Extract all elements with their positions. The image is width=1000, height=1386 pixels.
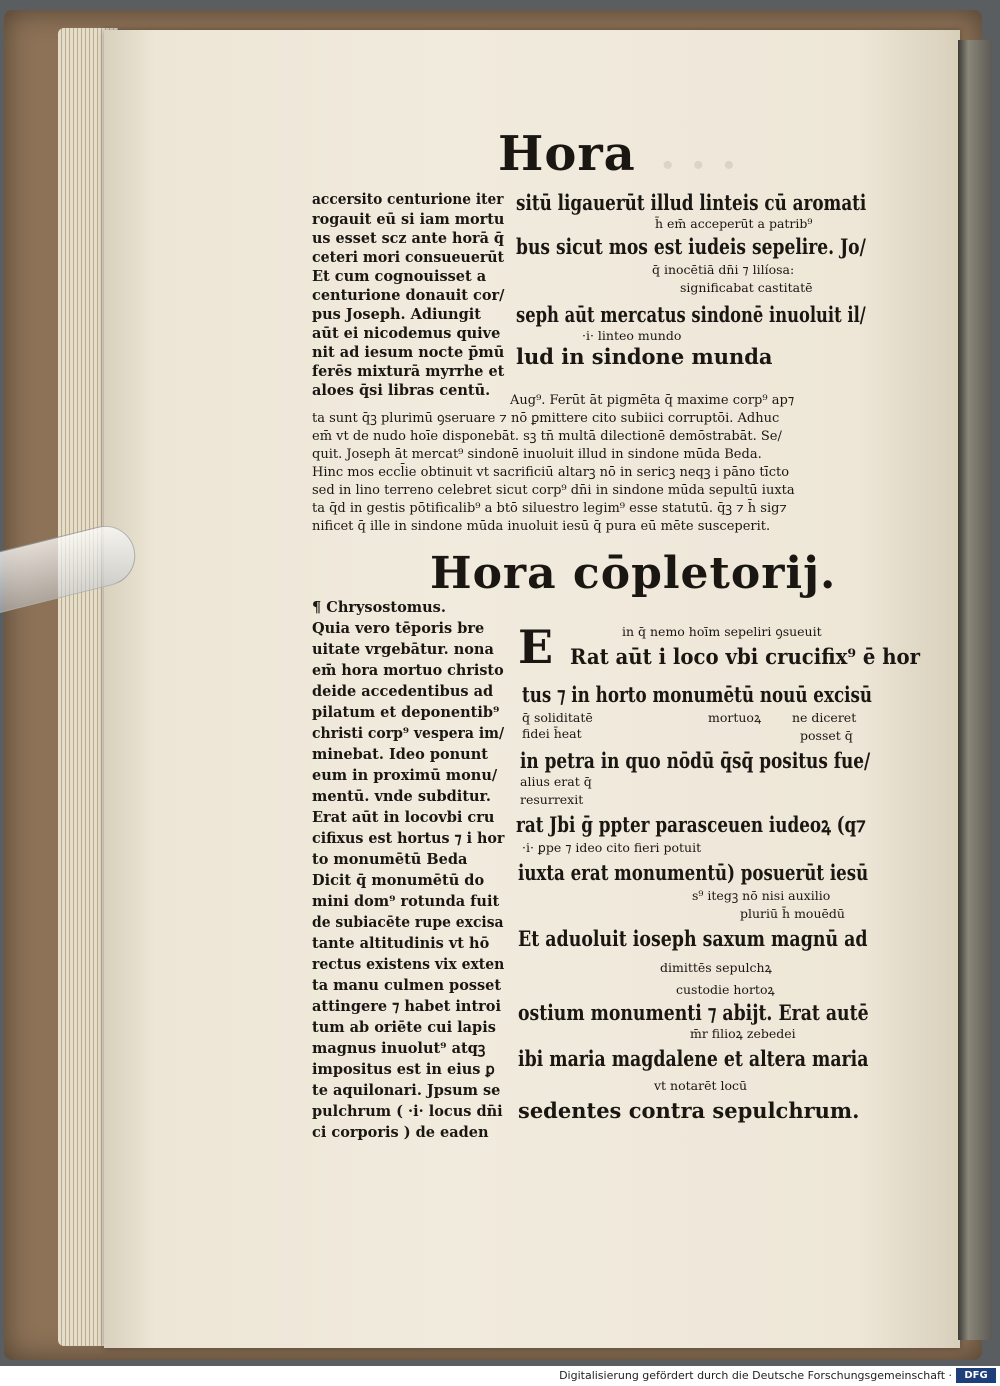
text-line: rat Jbi ḡ ppter parasceuen iudeoꝝ (q⁊ <box>516 812 866 837</box>
text-line: seph aūt mercatus sindonē inuoluit il/ <box>516 302 866 327</box>
footer-credit: Digitalisierung gefördert durch die Deutsche Forschungsgemeinschaft · <box>559 1369 952 1382</box>
text-line: attingere ⁊ habet introi <box>312 998 501 1015</box>
gloss: ·i· linteo mundo <box>582 328 682 343</box>
gloss: in q̄ nemo hoīm sepeliri ꝯsueuit <box>622 624 822 639</box>
gloss: fidei h̄eat <box>522 726 582 741</box>
show-through: · · · <box>660 140 737 191</box>
text-line: Aug⁹. Ferūt āt pigmēta q̄ maxime corp⁹ ap⁊ <box>510 393 795 408</box>
text-line: in petra in quo nōdū q̄sq̄ positus fue/ <box>520 748 871 773</box>
text-line: Dicit q̄ monumētū do <box>312 872 485 889</box>
text-line: cifixus est hortus ⁊ i hor <box>312 830 505 847</box>
text-line: sed in lino terreno celebret sicut corp⁹ dn̄i in sindone mūda sepultū iuxta <box>312 483 795 498</box>
text-line: ci corporis ) de eaden <box>312 1124 489 1141</box>
footer-bar <box>0 1366 1000 1386</box>
text-line: ta manu culmen posset <box>312 977 502 994</box>
text-line: us esset scz ante horā q̄ <box>312 230 504 247</box>
text-line: deide accedentibus ad <box>312 683 494 700</box>
gloss: q̄ soliditatē <box>522 710 593 725</box>
text-line: quit. Joseph āt mercat⁹ sindonē inuoluit illud in sindone mūda Beda. <box>312 447 762 462</box>
text-line: ostium monumenti ⁊ abijt. Erat autē <box>518 1000 869 1025</box>
text-line: sitū ligauerūt illud linteis cū aromati <box>516 190 867 215</box>
text-line: nificet q̄ ille in sindone mūda inuoluit iesū q̄ pura eū mēte susceperit. <box>312 519 771 534</box>
text-line: tante altitudinis vt hō <box>312 935 490 952</box>
text-line: em̄ hora mortuo christo <box>312 662 504 679</box>
gloss: mortuoꝝ <box>708 710 762 725</box>
text-line: mentū. vnde subditur. <box>312 788 491 805</box>
text-line: ta q̄d in gestis pōtificalib⁹ a btō siluestro legim⁹ esse statutū. q̄ꝫ ⁊ h̄ sig⁊ <box>312 501 787 516</box>
text-line: mini dom⁹ rotunda fuit <box>312 893 500 910</box>
text-line: nit ad iesum nocte p̄mū <box>312 344 505 361</box>
text-line: aloes q̄si libras centū. <box>312 382 491 399</box>
text-line: pulchrum ( ·i· locus dn̄i <box>312 1103 503 1120</box>
text-line: Rat aūt i loco vbi crucifix⁹ ē hor <box>570 644 921 669</box>
text-line: iuxta erat monumentū) posuerūt iesū <box>518 860 869 885</box>
gloss: dimittēs sepulchꝝ <box>660 960 772 975</box>
text-line: uitate vrgebātur. nona <box>312 641 494 658</box>
initial-E: E <box>518 620 554 674</box>
text-line: rectus existens vix exten <box>312 956 505 973</box>
gloss: h̄ em̄ acceperūt a patrib⁹ <box>655 216 813 231</box>
text-line: Hinc mos eccl̄ie obtinuit vt sacrificiū altarꝫ nō in sericꝫ neqꝫ i pāno tīcto <box>312 465 790 480</box>
text-line: rogauit eū si iam mortu <box>312 211 505 228</box>
gloss: alius erat q̄ <box>520 774 592 789</box>
heading-hora: Hora <box>498 126 636 182</box>
text-line: lud in sindone munda <box>516 344 773 369</box>
heading-completorii: Hora cōpletorij. <box>430 548 837 599</box>
text-line: tus ⁊ in horto monumētū nouū excisū <box>522 682 873 707</box>
gloss: vt notarēt locū <box>654 1078 748 1093</box>
text-line: ceteri mori consueuerūt <box>312 249 505 266</box>
text-line: pilatum et deponentib⁹ <box>312 704 500 721</box>
gloss: m̄r filioꝝ zebedei <box>690 1026 796 1041</box>
text-line: to monumētū Beda <box>312 851 468 868</box>
gloss: custodie hortoꝝ <box>676 982 775 997</box>
text-line: christi corp⁹ vespera im/ <box>312 725 505 742</box>
text-line: Et aduoluit ioseph saxum magnū ad <box>518 926 868 951</box>
text-line: eum in proximū monu/ <box>312 767 498 784</box>
gloss: s⁹ itegꝫ nō nisi auxilio <box>692 888 831 903</box>
text-line: aūt ei nicodemus quive <box>312 325 501 342</box>
text-line: bus sicut mos est iudeis sepelire. Jo/ <box>516 234 866 259</box>
text-line: pus Joseph. Adiungit <box>312 306 481 323</box>
text-line: ¶ Chrysostomus. <box>312 599 446 616</box>
text-line: Quia vero tēporis bre <box>312 620 485 637</box>
text-line: te aquilonari. Jpsum se <box>312 1082 501 1099</box>
text-line: em̄ vt de nudo hoīe disponebāt. sꝫ tn̄ multā dilectionē demōstrabāt. Se/ <box>312 429 782 444</box>
text-line: minebat. Ideo ponunt <box>312 746 488 763</box>
text-line: ibi maria magdalene et altera maria <box>518 1046 869 1071</box>
gutter-shadow <box>958 40 992 1340</box>
gloss: resurrexit <box>520 792 584 807</box>
dfg-logo: DFG <box>956 1368 996 1383</box>
text-line: de subiacēte rupe excisa <box>312 914 504 931</box>
text-line: Erat aūt in locovbi cru <box>312 809 495 826</box>
gloss: pluriū h̄ mouēdū <box>740 906 845 921</box>
text-line: ferēs mixturā myrrhe et <box>312 363 505 380</box>
text-line: Et cum cognouisset a <box>312 268 487 285</box>
text-line: tum ab oriēte cui lapis <box>312 1019 496 1036</box>
gloss: posset q̄ <box>800 728 853 743</box>
gloss: significabat castitatē <box>680 280 813 295</box>
text-line: magnus inuolut⁹ atqꝫ <box>312 1040 486 1057</box>
gloss: ·i· ꝑpe ⁊ ideo cito fieri potuit <box>522 840 702 855</box>
text-line: centurione donauit cor/ <box>312 287 505 304</box>
text-line: impositus est in eius ꝑ <box>312 1061 495 1078</box>
text-line: ta sunt q̄ꝫ plurimū ꝯseruare ⁊ nō ꝑmittere cito subiici corruptōi. Adhuc <box>312 411 780 426</box>
text-line: accersito centurione iter <box>312 191 504 208</box>
gloss: q̄ inocētiā dn̄i ⁊ lilíosa: <box>652 262 795 277</box>
gloss: ne diceret <box>792 710 857 725</box>
text-line: sedentes contra sepulchrum. <box>518 1098 860 1123</box>
